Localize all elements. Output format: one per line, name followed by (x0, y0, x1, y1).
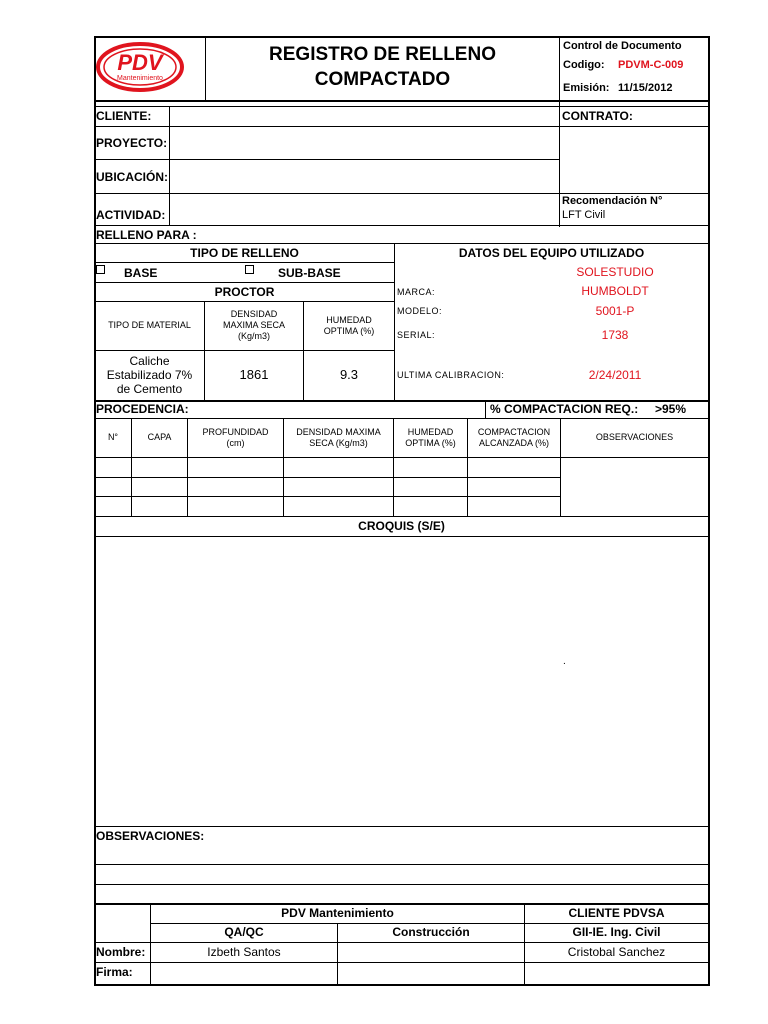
proyecto-field[interactable] (170, 127, 708, 159)
table-row[interactable] (95, 478, 560, 496)
croquis-title: CROQUIS (S/E) (358, 519, 445, 533)
recomendacion-value: LFT Civil (562, 209, 606, 221)
firma-label: Firma: (96, 965, 133, 979)
col-header-capa: CAPA (147, 432, 172, 442)
proctor-col-humedad: HUMEDAD OPTIMA (%) (323, 315, 375, 336)
document-title-line1: REGISTRO DE RELLENO (269, 44, 496, 65)
table-row[interactable] (95, 497, 560, 516)
proctor-material-value: Caliche Estabilizado 7% de Cemento (106, 354, 193, 396)
col-header-observaciones: OBSERVACIONES (595, 432, 674, 442)
emision-label: Emisión: (563, 82, 610, 94)
table-row[interactable] (95, 458, 560, 477)
cliente-field[interactable] (170, 107, 559, 126)
codigo-value: PDVM-C-009 (618, 59, 684, 71)
tipo-relleno-title: TIPO DE RELLENO (190, 246, 299, 260)
calibracion-label: ULTIMA CALIBRACION: (397, 370, 505, 380)
pdv-logo (96, 40, 201, 94)
proctor-densidad-value: 1861 (239, 367, 269, 382)
croquis-mark: . (563, 656, 566, 667)
proctor-humedad-value: 9.3 (339, 367, 359, 382)
col-header-densidad: DENSIDAD MAXIMA SECA (Kg/m3) (296, 427, 381, 448)
cliente-label: CLIENTE: (96, 109, 152, 123)
proctor-col-material: TIPO DE MATERIAL (108, 320, 191, 330)
document-title-line2: COMPACTADO (314, 69, 451, 90)
cliente-pdvsa-title: CLIENTE PDVSA (568, 906, 665, 920)
firma-cliente-field[interactable] (525, 963, 708, 984)
modelo-label: MODELO: (397, 306, 443, 316)
actividad-field[interactable] (170, 194, 559, 225)
recomendacion-label: Recomendación N° (562, 195, 663, 207)
observaciones-line-3[interactable] (95, 885, 708, 903)
observaciones-cell[interactable] (561, 458, 708, 516)
contrato-label: CONTRATO: (562, 109, 633, 123)
col-header-humedad: HUMEDAD OPTIMA (%) (405, 427, 456, 448)
logo-subtext: Mantenimiento (117, 75, 163, 82)
marca-label: MARCA: (397, 287, 436, 297)
calibracion-value: 2/24/2011 (588, 368, 642, 382)
codigo-label: Codigo: (563, 59, 605, 71)
serial-label: SERIAL: (397, 330, 436, 340)
serial-value: 1738 (601, 328, 629, 342)
emision-value: 11/15/2012 (618, 82, 673, 94)
compactacion-req-label: % COMPACTACION REQ.: (490, 402, 639, 416)
actividad-label: ACTIVIDAD: (96, 208, 166, 222)
construccion-name-field[interactable] (338, 943, 524, 962)
modelo-value: 5001-P (595, 304, 635, 318)
qaqc-label: QA/QC (224, 925, 264, 939)
relleno-para-label: RELLENO PARA : (96, 228, 197, 242)
base-checkbox[interactable] (96, 265, 105, 274)
qaqc-name: Izbeth Santos (207, 945, 281, 959)
firma-construccion-field[interactable] (338, 963, 524, 984)
observaciones-line-1[interactable] (95, 845, 708, 864)
equipo-title: DATOS DEL EQUIPO UTILIZADO (458, 246, 645, 260)
col-header-no: N° (107, 432, 119, 442)
base-label: BASE (124, 266, 158, 280)
proctor-col-densidad: DENSIDAD MAXIMA SECA (Kg/m3) (222, 309, 285, 341)
firma-qaqc-field[interactable] (151, 963, 337, 984)
gii-label: GII-IE. Ing. Civil (572, 925, 661, 939)
logo-text: PDV (117, 50, 163, 75)
cliente-name: Cristobal Sanchez (567, 945, 666, 959)
pdv-logo-icon (96, 40, 201, 94)
observaciones-line-2[interactable] (95, 865, 708, 884)
construccion-label: Construcción (392, 925, 470, 939)
ubicacion-label: UBICACIÓN: (96, 170, 168, 184)
procedencia-label: PROCEDENCIA: (96, 402, 189, 416)
ubicacion-field[interactable] (170, 160, 559, 193)
marca-value: HUMBOLDT (581, 284, 649, 298)
proctor-title: PROCTOR (214, 285, 275, 299)
col-header-compactacion: COMPACTACION ALCANZADA (%) (477, 427, 551, 448)
proyecto-label: PROYECTO: (96, 136, 168, 150)
control-documento-label: Control de Documento (563, 40, 682, 52)
equipo-provider: SOLESTUDIO (576, 265, 654, 279)
col-header-profundidad: PROFUNDIDAD (cm) (202, 427, 269, 448)
subbase-checkbox[interactable] (245, 265, 254, 274)
nombre-label: Nombre: (96, 945, 146, 959)
pdv-mantenimiento-title: PDV Mantenimiento (281, 906, 394, 920)
subbase-label: SUB-BASE (278, 266, 341, 280)
croquis-area[interactable] (95, 537, 708, 826)
compactacion-req-value: >95% (655, 402, 687, 416)
observaciones-label: OBSERVACIONES: (96, 829, 205, 843)
